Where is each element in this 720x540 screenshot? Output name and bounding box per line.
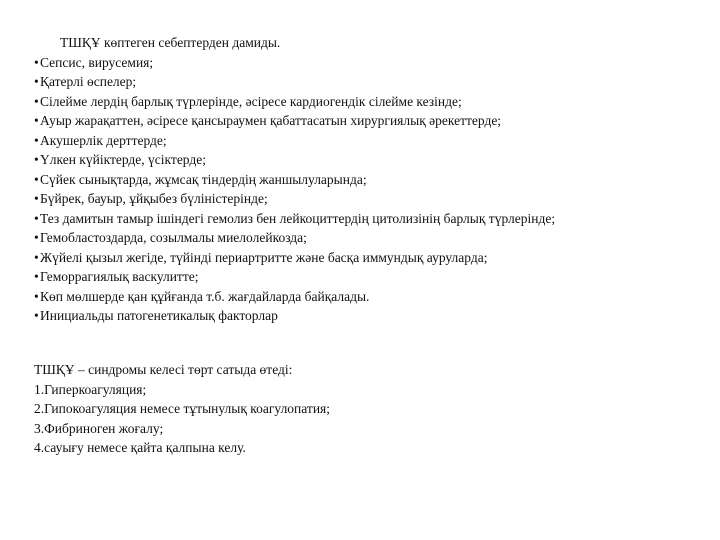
list-item-text: Геморрагиялық васкулитте; xyxy=(40,269,199,284)
stage-item: 3.Фибриноген жоғалу; xyxy=(34,420,164,436)
list-item xyxy=(34,53,714,73)
list-item-text: Үлкен күйіктерде, үсіктерде; xyxy=(40,152,206,167)
bullet-icon: • xyxy=(34,113,39,128)
causes-list xyxy=(34,53,714,326)
bullet-icon: • xyxy=(34,191,39,206)
list-item-text: Бүйрек, бауыр, ұйқыбез бүлініcтерінде; xyxy=(40,191,268,206)
list-item xyxy=(34,287,714,307)
stage-item: 2.Гипокоагуляция немесе тұтынулық коагулопатия; xyxy=(34,401,331,416)
list-item xyxy=(34,72,714,92)
stages-intro: ТШҚҰ – синдромы келесі төрт сатыда өтеді: xyxy=(34,362,293,377)
causes-intro: ТШҚҰ көптеген себептерден дамиды. xyxy=(60,35,281,50)
list-item xyxy=(34,111,714,131)
bullet-icon: • xyxy=(34,230,39,245)
stage-item: 4.сауығу немесе қайта қалпына келу. xyxy=(34,440,246,455)
list-item xyxy=(34,209,714,229)
list-item-text: Акушерлік дерттерде; xyxy=(40,132,167,148)
list-item-text: Жүйелі қызыл жегіде, түйінді периартритте және басқа иммундық ауруларда; xyxy=(40,249,488,265)
stage-item: 1.Гиперкоагуляция; xyxy=(34,381,147,397)
causes-section xyxy=(34,33,714,326)
list-item xyxy=(34,189,714,209)
list-item xyxy=(34,306,714,326)
bullet-icon: • xyxy=(34,249,39,265)
list-item xyxy=(34,228,714,248)
bullet-icon: • xyxy=(34,210,39,226)
stages-section xyxy=(34,360,714,458)
list-item-text: Сілейме лердің барлық түрлерінде, әсіресе кардиогендік сілейме кезінде; xyxy=(40,93,462,109)
list-item xyxy=(34,248,714,268)
bullet-icon: • xyxy=(34,152,39,167)
bullet-icon: • xyxy=(34,93,39,109)
list-item xyxy=(34,150,714,170)
bullet-icon: • xyxy=(34,269,39,284)
list-item-text: Қатерлі өспелер; xyxy=(40,74,137,89)
bullet-icon: • xyxy=(34,288,39,304)
bullet-icon: • xyxy=(34,171,39,187)
bullet-icon: • xyxy=(34,132,39,148)
list-item-text: Көп мөлшерде қан құйғанда т.б. жағдайларда байқалады. xyxy=(40,288,370,304)
list-item-text: Гемобластоздарда, созылмалы миелолейкозда; xyxy=(40,230,307,245)
bullet-icon: • xyxy=(34,54,39,70)
stages-list xyxy=(34,380,714,458)
list-item-text: Ауыр жарақаттен, әсіресе қансыраумен қабаттасатын хирургиялық әрекеттерде; xyxy=(40,113,502,128)
list-item xyxy=(34,92,714,112)
list-item xyxy=(34,170,714,190)
bullet-icon: • xyxy=(34,74,39,89)
list-item-text: Инициальды патогенетикалық факторлар xyxy=(40,308,278,323)
list-item xyxy=(34,131,714,151)
list-item-text: Сүйек сынықтарда, жұмсақ тіндердің жаншылуларында; xyxy=(40,171,367,187)
list-item xyxy=(34,267,714,287)
bullet-icon: • xyxy=(34,308,39,323)
list-item-text: Сепсис, вирусемия; xyxy=(40,54,154,70)
list-item-text: Тез дамитын тамыр ішіндегі гемолиз бен лейкоциттердің цитолизінің барлық түрлерінде; xyxy=(40,210,556,226)
